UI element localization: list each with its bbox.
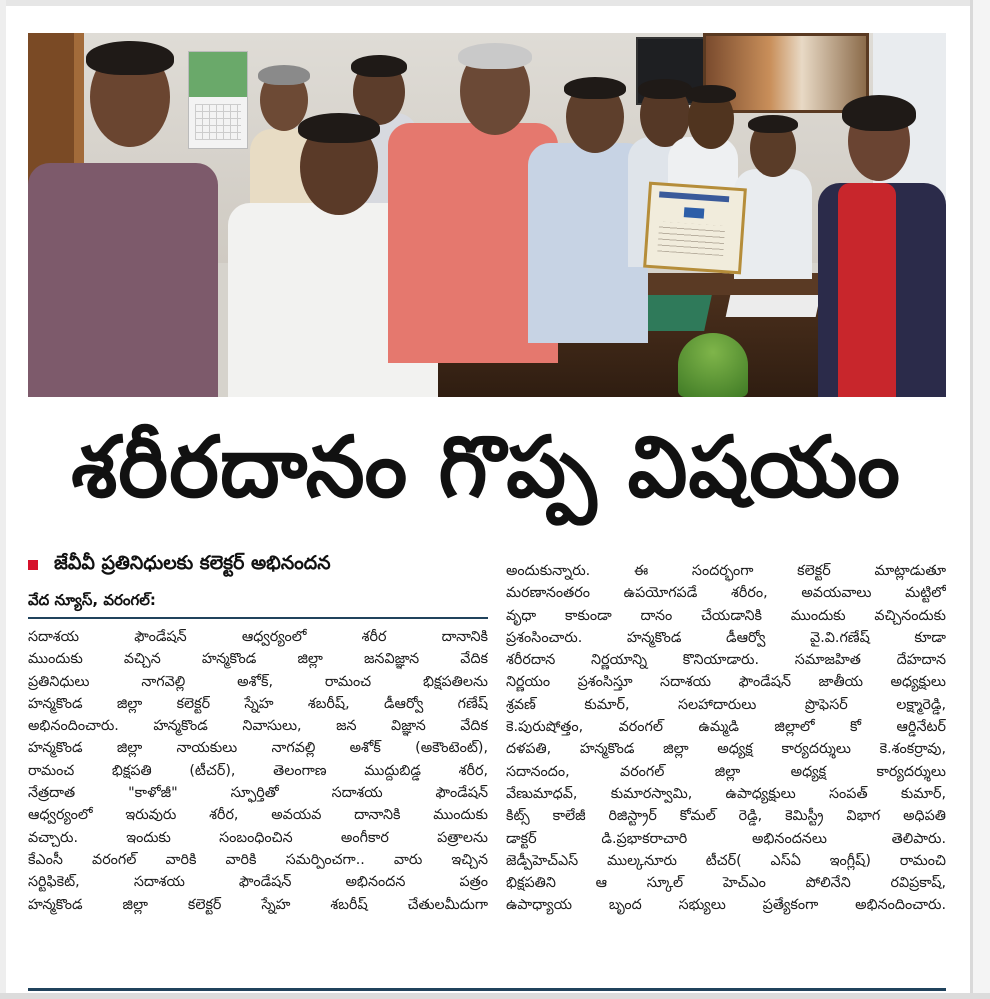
- article-line: సర్టిఫికెట్, సదాశయ ఫౌండేషన్ అభినందన పత్రం: [28, 874, 488, 891]
- certificate-emblem: [684, 207, 705, 218]
- article-line: అభినందించారు. హన్మకొండ నివాసులు, జన విజ్ఞాన వేదిక: [28, 718, 488, 735]
- photo-papers: [726, 295, 821, 317]
- dateline-rule: [28, 617, 488, 619]
- photo-plant: [678, 333, 748, 397]
- article-line: భిక్షపతిని ఆ స్కూల్ హెచ్ఎం పోలినేని రవిప్రకాష్,: [506, 875, 946, 892]
- page-border-bottom: [0, 993, 990, 999]
- article-line: వేణుమాధవ్, కుమారస్వామి, ఉపాధ్యక్షులు సంపత్ కుమార్,: [506, 785, 946, 802]
- article-line: హన్మకొండ జిల్లా కలెక్టర్ స్నేహ శబరీష్ చేతులమీదుగా: [28, 896, 488, 913]
- article-line: వచ్చారు. ఇందుకు సంబంధించిన అంగీకార పత్రాలను: [28, 829, 488, 846]
- article-line: ప్రశంసించారు. హన్మకొండ డీఆర్వో వై.వి.గణేష్ కూడా: [506, 629, 946, 646]
- article-line: కిట్స్ కాలేజీ రిజిస్ట్రార్ కోమల్ రెడ్డి, కెమిస్ట్రీ విభాగ అధిపతి: [506, 808, 946, 825]
- article-line: సదానందం, వరంగల్ జిల్లా అధ్యక్ష కార్యదర్శులు: [506, 763, 946, 780]
- sub-headline: [28, 549, 498, 581]
- article-line: వృధా కాకుండా దానం చేయడానికి ముందుకు వచ్చినందుకు: [506, 607, 946, 624]
- article-line: కేఎంసీ వరంగల్ వారికి వారికి సమర్పించగా.. వారు ఇచ్చిన: [28, 851, 488, 868]
- article-line: కె.పురుషోత్తం, వరంగల్ ఉమ్మడి జిల్లాలో కో ఆర్డినేటర్: [506, 719, 946, 736]
- dateline: వేద న్యూస్, వరంగల్:: [28, 591, 156, 609]
- bullet-square-icon: [28, 560, 38, 570]
- article-line: ఆధ్వర్యంలో ఇరువురు శరీర, అవయవ దానానికి ముందుకు: [28, 807, 488, 824]
- news-photo: [28, 33, 946, 397]
- photo-wall-calendar: [188, 51, 248, 149]
- certificate: [643, 182, 747, 275]
- page-border-right: [973, 0, 990, 999]
- article-line: ముందుకు వచ్చిన హన్మకొండ జిల్లా జనవిజ్ఞాన వేదిక: [28, 651, 488, 668]
- article-line: డాక్టర్ డి.ప్రభాకరాచారి అభినందనలు తెలిపారు.: [506, 830, 946, 847]
- article-line: జెడ్పీహెచ్ఎస్ ముల్కనూరు టీచర్( ఎస్ఏ ఇంగ్లీష్) రామంచి: [506, 852, 946, 869]
- article-line: మరణానంతరం ఉపయోగపడే శరీరం, అవయవాలు మట్టిలో: [506, 585, 946, 602]
- article-line: సదాశయ ఫౌండేషన్ ఆధ్వర్యంలో శరీర దానానికి: [28, 629, 488, 645]
- certificate-header: [659, 191, 729, 202]
- article-column-left: [28, 626, 488, 916]
- article-column-right: [506, 560, 946, 917]
- page-border-top: [0, 0, 990, 6]
- article-line: రామంచ భిక్షపతి (టీచర్), తెలంగాణ ముద్దుబిడ్డ శరీర,: [28, 762, 488, 779]
- article-line: ప్రతినిధులు నాగవెల్లి అశోక్, రామంచ భిక్షపతిలను: [28, 673, 488, 690]
- article-line: శ్రవణ్ కుమార్, సలహాదారులు ప్రొఫెసర్ లక్ష్మారెడ్డి,: [506, 696, 946, 713]
- certificate-text-lines: [657, 221, 725, 256]
- sub-headline-text: జేవీవీ ప్రతినిధులకు కలెక్టర్ అభినందన: [54, 551, 331, 574]
- article-line: నేత్రదాత "కాళోజీ" స్ఫూర్తితో సదాశయ ఫౌండేషన్: [28, 785, 488, 802]
- article-line: ఉపాధ్యాయ బృంద సభ్యులు ప్రత్యేకంగా అభినందించారు.: [506, 897, 946, 914]
- article-line: శరీరదాన నిర్ణయాన్ని కొనియాడారు. సమాజహిత దేహదాన: [506, 652, 946, 669]
- headline: శరీరదానం గొప్ప విషయం: [71, 418, 901, 516]
- bottom-rule: [28, 988, 946, 991]
- article-line: నిర్ణయం ప్రశంసిస్తూ సదాశయ ఫౌండేషన్ జాతీయ అధ్యక్షులు: [506, 674, 946, 691]
- article-line: దళపతి, హన్మకొండ జిల్లా అధ్యక్ష కార్యదర్శులు కె.శంకర్రావు,: [506, 741, 946, 758]
- article-line: హన్మకొండ జిల్లా నాయకులు నాగవల్లి అశోక్ (అకౌంటెంట్),: [28, 740, 488, 757]
- article-line: హన్మకొండ జిల్లా కలెక్టర్ స్నేహ శబరీష్, డీఆర్వో గణేష్: [28, 695, 488, 712]
- article-line: అందుకున్నారు. ఈ సందర్భంగా కలెక్టర్ మాట్లాడుతూ: [506, 563, 946, 579]
- calendar-picture: [189, 52, 247, 97]
- page-border-left: [0, 0, 6, 999]
- calendar-grid: [195, 104, 241, 140]
